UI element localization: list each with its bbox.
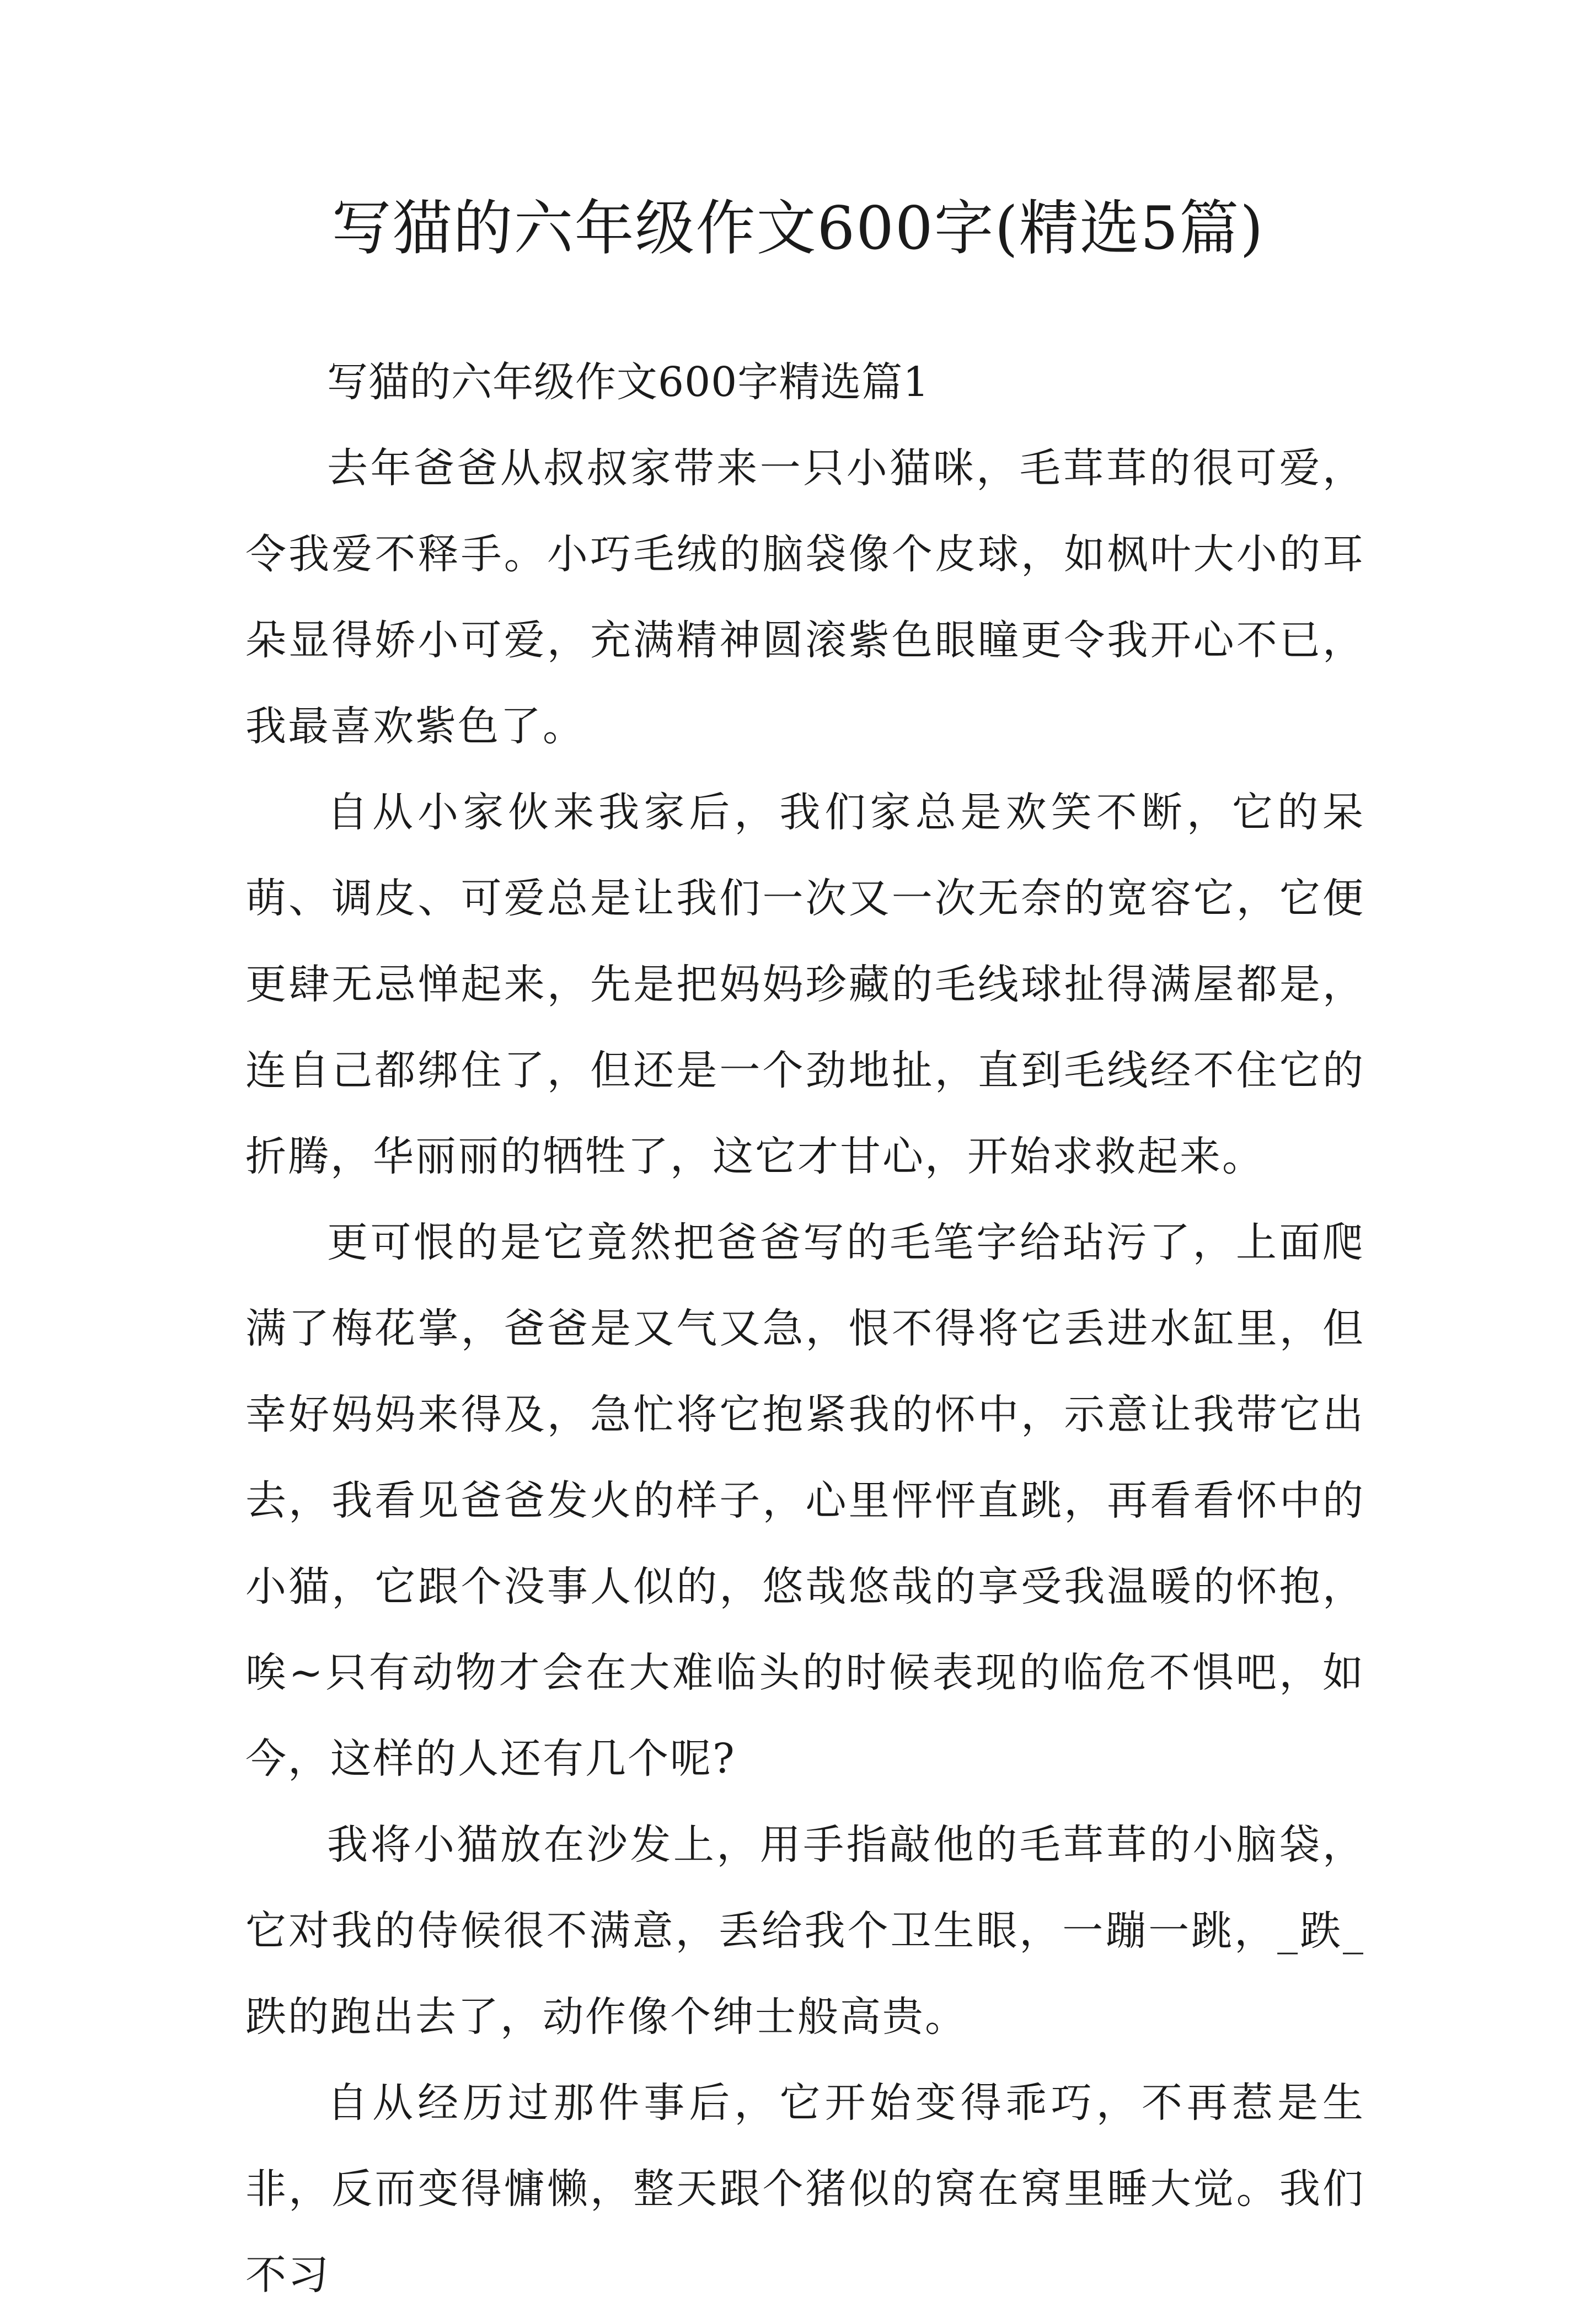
paragraph: 我将小猫放在沙发上，用手指敲他的毛茸茸的小脑袋，它对我的侍候很不满意，丢给我个卫生眼，一蹦一跳，_跌_跌的跑出去了，动作像个绅士般高贵。 (245, 1821, 1365, 2041)
paragraph: 自从经历过那件事后，它开始变得乖巧，不再惹是生非，反而变得慵懒，整天跟个猪似的窝在窝里睡大觉。我们不习 (245, 2079, 1365, 2299)
paragraph: 更可恨的是它竟然把爸爸写的毛笔字给玷污了，上面爬满了梅花掌，爸爸是又气又急，恨不得将它丢进水缸里，但幸好妈妈来得及，急忙将它抱紧我的怀中，示意让我带它出去，我看见爸爸发火的样子，心里怦怦直跳，再看看怀中的小猫，它跟个没事人似的，悠哉悠哉的享受我温暖的怀抱，唉~只有动物才会在大难临头的时候表现的临危不惧吧，如今，这样的人还有几个呢? (245, 1219, 1365, 1782)
document-body (245, 339, 1365, 2318)
document-title: 写猫的六年级作文600字(精选5篇) (331, 194, 1265, 263)
paragraph: 自从小家伙来我家后，我们家总是欢笑不断，它的呆萌、调皮、可爱总是让我们一次又一次无奈的宽容它，它便更肆无忌惮起来，先是把妈妈珍藏的毛线球扯得满屋都是，连自己都绑住了，但还是一个劲地扯，直到毛线经不住它的折腾，华丽丽的牺牲了，这它才甘心，开始求救起来。 (245, 789, 1365, 1180)
paragraph: 去年爸爸从叔叔家带来一只小猫咪，毛茸茸的很可爱，令我爱不释手。小巧毛绒的脑袋像个皮球，如枫叶大小的耳朵显得娇小可爱，充满精神圆滚紫色眼瞳更令我开心不已，我最喜欢紫色了。 (245, 445, 1365, 750)
section-heading: 写猫的六年级作文600字精选篇1 (327, 358, 930, 406)
